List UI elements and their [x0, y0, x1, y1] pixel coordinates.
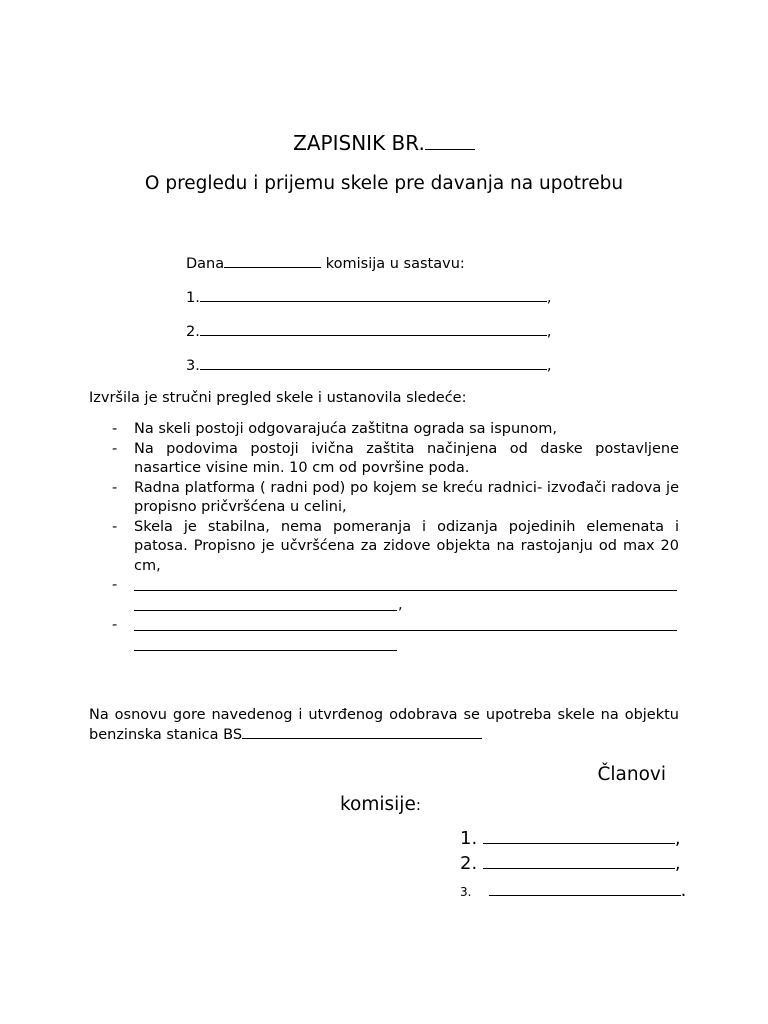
station-blank [242, 725, 482, 739]
signature-number: 2. [460, 853, 478, 874]
member-blank [200, 356, 547, 370]
title-number-blank [425, 132, 475, 150]
member-number: 1. [186, 290, 200, 306]
bullet-dash: - [112, 440, 118, 457]
heading-colon: : [415, 796, 421, 814]
member-comma: , [546, 290, 552, 306]
blank-line [134, 590, 677, 591]
date-line [186, 254, 465, 272]
finding-text: Skela je stabilna, nema pomeranja i odizanja pojedinih elemenata i patosa. Propisno je učvršćena za zidove objekta na rastojanju od max 20 cm, [134, 518, 679, 574]
finding-item [89, 479, 679, 518]
document-title [0, 131, 768, 155]
finding-text: Na skeli postoji odgovarajuća zaštitna ograda sa ispunom, [134, 421, 557, 437]
signatures-heading-line2 [340, 790, 666, 820]
finding-text: Na podovima postoji ivična zaštita načinjena od daske postavljene nasartice visine min. 10 cm od površine poda. [134, 440, 679, 476]
blank-comma: , [398, 597, 403, 613]
finding-blank-item [89, 576, 679, 616]
blank-line [134, 610, 397, 611]
signature-line-3 [460, 880, 686, 901]
bullet-dash: - [112, 577, 118, 593]
composition-label: komisija u sastavu: [325, 256, 465, 272]
member-blank [200, 288, 547, 302]
signature-trail: , [674, 853, 681, 874]
member-comma: , [546, 358, 552, 374]
signature-number: 1. [460, 828, 478, 849]
committee-member-1 [186, 288, 551, 306]
bullet-dash: - [112, 617, 118, 633]
date-label: Dana [186, 256, 225, 272]
heading-word: komisije [340, 794, 416, 815]
blank-line [134, 630, 677, 631]
document-subtitle: O pregledu i prijemu skele pre davanja na upotrebu [144, 173, 624, 194]
finding-item [89, 518, 679, 577]
committee-member-2 [186, 322, 551, 340]
findings-intro: Izvršila je stručni pregled skele i ustanovila sledeće: [89, 390, 467, 406]
findings-list [89, 420, 679, 656]
signatures-heading [340, 760, 666, 820]
signature-blank [483, 828, 675, 844]
member-number: 3. [186, 358, 200, 374]
blank-line [134, 650, 397, 651]
finding-blank-item [89, 616, 679, 656]
conclusion-text: Na osnovu gore navedenog i utvrđenog odobrava se upotreba skele na objektu benzinska stanica BS [89, 707, 679, 743]
finding-item [89, 440, 679, 479]
date-blank [224, 254, 321, 268]
signature-line-1 [460, 828, 681, 849]
bullet-dash: - [112, 479, 118, 496]
member-comma: , [546, 324, 552, 340]
finding-item [89, 420, 679, 440]
signature-line-2 [460, 853, 681, 874]
title-text: ZAPISNIK BR. [293, 131, 425, 155]
signature-number: 3. [460, 885, 472, 899]
signature-blank [483, 853, 675, 869]
signatures-heading-line1: Članovi [597, 764, 666, 785]
signature-trail: . [680, 880, 687, 901]
signature-trail: , [674, 828, 681, 849]
conclusion-paragraph [89, 705, 679, 745]
member-blank [200, 322, 547, 336]
finding-text: Radna platforma ( radni pod) po kojem se kreću radnici- izvođači radova je propisno pričvršćena u celini, [134, 479, 679, 515]
bullet-dash: - [112, 518, 118, 535]
member-number: 2. [186, 324, 200, 340]
signature-blank [489, 880, 681, 896]
bullet-dash: - [112, 421, 118, 437]
committee-member-3 [186, 356, 551, 374]
